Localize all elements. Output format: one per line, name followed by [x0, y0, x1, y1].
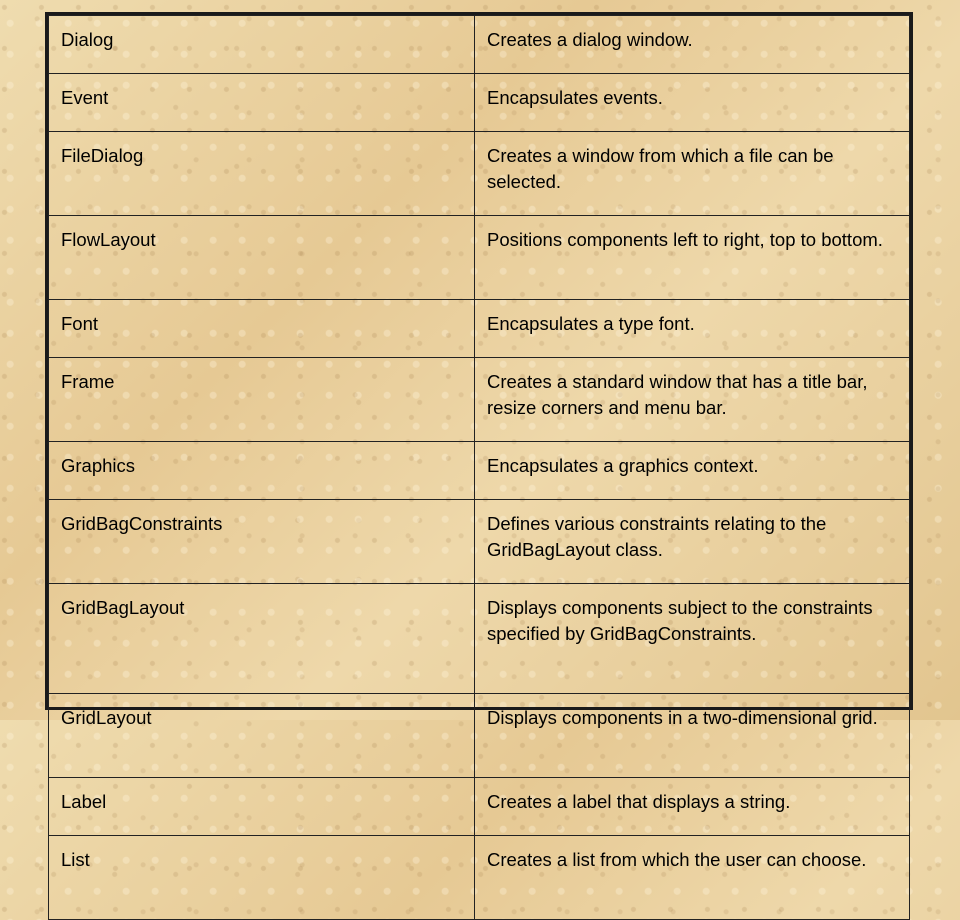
table-row	[49, 300, 910, 358]
class-description-cell: Displays components subject to the constraints specified by GridBagConstraints.	[475, 584, 910, 694]
class-description-cell: Positions components left to right, top to bottom.	[475, 216, 910, 300]
class-table-container	[45, 12, 913, 870]
class-name-cell: Frame	[49, 358, 475, 442]
class-description-cell: Creates a window from which a file can be selected.	[475, 132, 910, 216]
class-description-cell: Displays components in a two-dimensional grid.	[475, 694, 910, 778]
class-name-cell: List	[49, 836, 475, 920]
table-row	[49, 74, 910, 132]
table-row	[49, 442, 910, 500]
table-row	[49, 216, 910, 300]
class-name-cell: FileDialog	[49, 132, 475, 216]
class-name-cell: GridBagLayout	[49, 584, 475, 694]
table-row	[49, 836, 910, 920]
class-name-cell: Label	[49, 778, 475, 836]
class-description-cell: Defines various constraints relating to the GridBagLayout class.	[475, 500, 910, 584]
table-row	[49, 584, 910, 694]
class-name-cell: Font	[49, 300, 475, 358]
table-row	[49, 358, 910, 442]
class-name-cell: Dialog	[49, 16, 475, 74]
table-row	[49, 694, 910, 778]
class-name-cell: Event	[49, 74, 475, 132]
class-name-cell: GridLayout	[49, 694, 475, 778]
class-table	[48, 15, 910, 920]
class-description-cell: Encapsulates a type font.	[475, 300, 910, 358]
table-row	[49, 132, 910, 216]
class-name-cell: GridBagConstraints	[49, 500, 475, 584]
class-description-cell: Creates a dialog window.	[475, 16, 910, 74]
table-row	[49, 16, 910, 74]
class-name-cell: FlowLayout	[49, 216, 475, 300]
class-description-cell: Creates a label that displays a string.	[475, 778, 910, 836]
class-name-cell: Graphics	[49, 442, 475, 500]
class-description-cell: Creates a list from which the user can choose.	[475, 836, 910, 920]
table-row	[49, 778, 910, 836]
table-row	[49, 500, 910, 584]
class-description-cell: Encapsulates events.	[475, 74, 910, 132]
class-description-cell: Encapsulates a graphics context.	[475, 442, 910, 500]
class-description-cell: Creates a standard window that has a title bar, resize corners and menu bar.	[475, 358, 910, 442]
